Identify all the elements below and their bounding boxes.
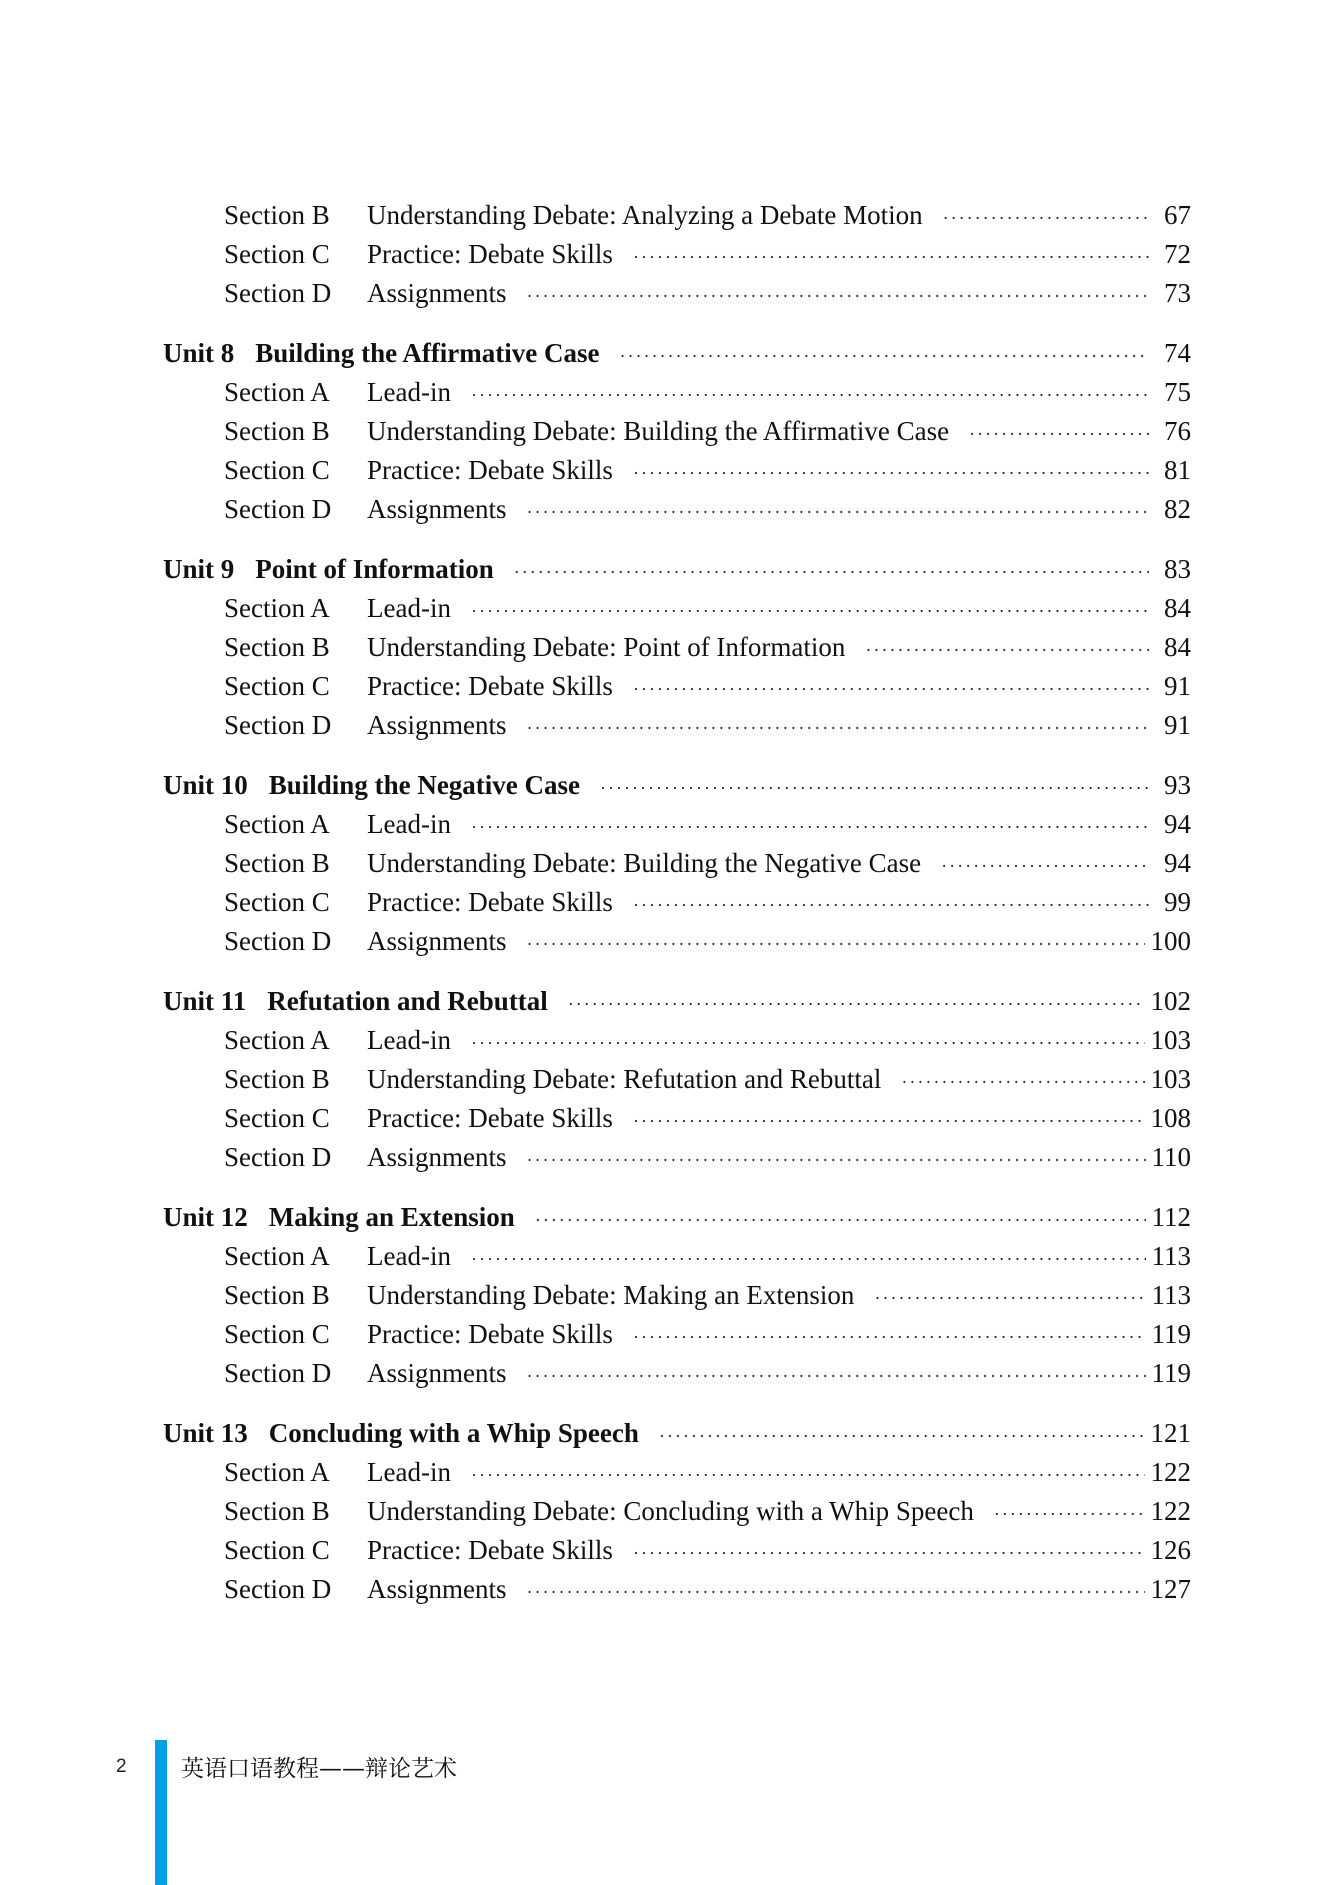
page-number: 2 [116, 1756, 127, 1777]
section-label: Section A [224, 1025, 330, 1055]
unit-number: Unit 8 [163, 338, 235, 368]
toc-unit-group [163, 1414, 1191, 1609]
toc-unit-group [163, 982, 1191, 1177]
toc-section-entry[interactable] [163, 490, 1191, 529]
dot-leader [943, 199, 1149, 238]
section-title: Understanding Debate: Concluding with a Whip Speech [367, 1496, 974, 1526]
page-reference: 119 [1151, 1358, 1191, 1388]
section-label: Section B [224, 1064, 330, 1094]
page-reference: 103 [1150, 1025, 1191, 1055]
page-reference: 93 [1164, 770, 1191, 800]
dot-leader [527, 277, 1149, 316]
section-title: Practice: Debate Skills [367, 455, 613, 485]
page-reference: 127 [1150, 1574, 1191, 1604]
section-label: Section C [224, 455, 330, 485]
section-title: Assignments [367, 1574, 507, 1604]
dot-leader [633, 1534, 1145, 1573]
unit-title: Point of Information [255, 554, 494, 584]
dot-leader [471, 1456, 1145, 1495]
section-title: Practice: Debate Skills [367, 1103, 613, 1133]
section-label: Section A [224, 1457, 330, 1487]
page-reference: 103 [1150, 1064, 1191, 1094]
section-label: Section C [224, 1319, 330, 1349]
dot-leader [471, 592, 1149, 631]
toc-section-entry[interactable] [163, 274, 1191, 313]
dot-leader [633, 670, 1149, 709]
dot-leader [633, 886, 1149, 925]
page-reference: 73 [1164, 278, 1191, 308]
toc-section-entry[interactable] [163, 1354, 1191, 1393]
page-reference: 91 [1164, 671, 1191, 701]
dot-leader [874, 1279, 1145, 1318]
dot-leader [901, 1063, 1144, 1102]
dot-leader [620, 337, 1149, 376]
section-label: Section C [224, 1103, 330, 1133]
section-label: Section D [224, 926, 332, 956]
toc-section-entry[interactable] [163, 805, 1191, 844]
unit-number: Unit 9 [163, 554, 235, 584]
toc-section-entry[interactable] [163, 922, 1191, 961]
toc-unit-entry[interactable] [163, 982, 1191, 1021]
unit-title: Refutation and Rebuttal [267, 986, 548, 1016]
unit-number: Unit 11 [163, 986, 247, 1016]
section-label: Section D [224, 1574, 332, 1604]
page-reference: 81 [1164, 455, 1191, 485]
page-reference: 122 [1150, 1457, 1191, 1487]
dot-leader [527, 1573, 1145, 1612]
page-reference: 84 [1164, 632, 1191, 662]
section-label: Section A [224, 377, 330, 407]
toc-section-entry[interactable] [163, 373, 1191, 412]
toc-section-entry[interactable] [163, 412, 1191, 451]
dot-leader [527, 1141, 1146, 1180]
section-label: Section D [224, 710, 332, 740]
section-label: Section C [224, 239, 330, 269]
page-reference: 84 [1164, 593, 1191, 623]
dot-leader [633, 454, 1149, 493]
page-reference: 112 [1151, 1202, 1191, 1232]
table-of-contents [163, 196, 1191, 1630]
toc-section-entry[interactable] [163, 667, 1191, 706]
section-title: Practice: Debate Skills [367, 671, 613, 701]
section-label: Section A [224, 1241, 330, 1271]
toc-unit-entry[interactable] [163, 1198, 1191, 1237]
page-reference: 74 [1164, 338, 1191, 368]
page-reference: 113 [1151, 1280, 1191, 1310]
page-reference: 67 [1164, 200, 1191, 230]
toc-section-entry[interactable] [163, 451, 1191, 490]
dot-leader [471, 1240, 1146, 1279]
section-title: Assignments [367, 1358, 507, 1388]
dot-leader [514, 553, 1149, 592]
dot-leader [633, 238, 1149, 277]
unit-number: Unit 12 [163, 1202, 248, 1232]
section-title: Assignments [367, 494, 507, 524]
section-label: Section B [224, 1280, 330, 1310]
dot-leader [527, 709, 1149, 748]
page-reference: 110 [1151, 1142, 1191, 1172]
dot-leader [535, 1201, 1146, 1240]
section-label: Section D [224, 1358, 332, 1388]
page-reference: 94 [1164, 809, 1191, 839]
dot-leader [659, 1417, 1145, 1456]
section-title: Lead-in [367, 377, 451, 407]
page-reference: 99 [1164, 887, 1191, 917]
dot-leader [527, 493, 1149, 532]
page-reference: 102 [1150, 986, 1191, 1016]
section-label: Section A [224, 809, 330, 839]
section-label: Section C [224, 1535, 330, 1565]
dot-leader [527, 1357, 1146, 1396]
toc-section-entry[interactable] [163, 196, 1191, 235]
toc-section-entry[interactable] [163, 235, 1191, 274]
page-reference: 82 [1164, 494, 1191, 524]
section-label: Section B [224, 848, 330, 878]
section-title: Understanding Debate: Making an Extension [367, 1280, 855, 1310]
toc-section-entry[interactable] [163, 628, 1191, 667]
unit-number: Unit 13 [163, 1418, 248, 1448]
section-title: Lead-in [367, 1457, 451, 1487]
toc-section-entry[interactable] [163, 1315, 1191, 1354]
toc-unit-group [163, 196, 1191, 313]
toc-section-entry[interactable] [163, 883, 1191, 922]
toc-unit-entry[interactable] [163, 1414, 1191, 1453]
dot-leader [633, 1318, 1146, 1357]
section-label: Section D [224, 494, 332, 524]
toc-unit-group [163, 550, 1191, 745]
section-title: Understanding Debate: Building the Affirmative Case [367, 416, 950, 446]
page-reference: 100 [1150, 926, 1191, 956]
section-title: Lead-in [367, 1241, 451, 1271]
section-title: Assignments [367, 710, 507, 740]
dot-leader [568, 985, 1145, 1024]
page-reference: 94 [1164, 848, 1191, 878]
section-title: Lead-in [367, 809, 451, 839]
section-label: Section A [224, 593, 330, 623]
section-label: Section C [224, 671, 330, 701]
section-title: Practice: Debate Skills [367, 887, 613, 917]
dot-leader [865, 631, 1149, 670]
unit-title: Building the Affirmative Case [255, 338, 600, 368]
section-label: Section B [224, 632, 330, 662]
toc-section-entry[interactable] [163, 1453, 1191, 1492]
unit-title: Making an Extension [268, 1202, 515, 1232]
toc-section-entry[interactable] [163, 1237, 1191, 1276]
page-reference: 91 [1164, 710, 1191, 740]
toc-section-entry[interactable] [163, 589, 1191, 628]
section-title: Understanding Debate: Point of Information [367, 632, 846, 662]
section-label: Section C [224, 887, 330, 917]
toc-unit-entry[interactable] [163, 550, 1191, 589]
page-reference: 126 [1150, 1535, 1191, 1565]
dot-leader [941, 847, 1149, 886]
toc-section-entry[interactable] [163, 1276, 1191, 1315]
toc-unit-group [163, 766, 1191, 961]
page-reference: 76 [1164, 416, 1191, 446]
toc-unit-entry[interactable] [163, 766, 1191, 805]
section-title: Assignments [367, 278, 507, 308]
dot-leader [969, 415, 1149, 454]
section-label: Section B [224, 416, 330, 446]
section-title: Lead-in [367, 593, 451, 623]
toc-unit-group [163, 334, 1191, 529]
toc-section-entry[interactable] [163, 844, 1191, 883]
section-title: Assignments [367, 1142, 507, 1172]
page-reference: 121 [1150, 1418, 1191, 1448]
page-footer [0, 1740, 1332, 1885]
section-label: Section B [224, 200, 330, 230]
page-reference: 83 [1164, 554, 1191, 584]
dot-leader [471, 808, 1149, 847]
section-label: Section D [224, 1142, 332, 1172]
unit-title: Concluding with a Whip Speech [268, 1418, 639, 1448]
toc-unit-group [163, 1198, 1191, 1393]
unit-title: Building the Negative Case [268, 770, 581, 800]
toc-section-entry[interactable] [163, 1021, 1191, 1060]
dot-leader [633, 1102, 1145, 1141]
section-title: Lead-in [367, 1025, 451, 1055]
toc-unit-entry[interactable] [163, 334, 1191, 373]
section-title: Assignments [367, 926, 507, 956]
dot-leader [994, 1495, 1145, 1534]
section-title: Practice: Debate Skills [367, 1319, 613, 1349]
toc-section-entry[interactable] [163, 1138, 1191, 1177]
toc-section-entry[interactable] [163, 1099, 1191, 1138]
unit-number: Unit 10 [163, 770, 248, 800]
section-title: Understanding Debate: Refutation and Rebuttal [367, 1064, 882, 1094]
dot-leader [527, 925, 1145, 964]
section-title: Practice: Debate Skills [367, 1535, 613, 1565]
footer-accent-bar [155, 1740, 167, 1885]
section-label: Section B [224, 1496, 330, 1526]
section-title: Understanding Debate: Analyzing a Debate Motion [367, 200, 923, 230]
toc-section-entry[interactable] [163, 1531, 1191, 1570]
page-reference: 119 [1151, 1319, 1191, 1349]
dot-leader [471, 1024, 1145, 1063]
toc-section-entry[interactable] [163, 1060, 1191, 1099]
page-reference: 108 [1150, 1103, 1191, 1133]
page-reference: 75 [1164, 377, 1191, 407]
dot-leader [471, 376, 1149, 415]
book-title: 英语口语教程——辩论艺术 [181, 1756, 457, 1782]
section-title: Understanding Debate: Building the Negative Case [367, 848, 922, 878]
toc-section-entry[interactable] [163, 1492, 1191, 1531]
page-reference: 113 [1151, 1241, 1191, 1271]
toc-section-entry[interactable] [163, 706, 1191, 745]
page-reference: 72 [1164, 239, 1191, 269]
section-label: Section D [224, 278, 332, 308]
toc-section-entry[interactable] [163, 1570, 1191, 1609]
dot-leader [600, 769, 1149, 808]
page-reference: 122 [1150, 1496, 1191, 1526]
section-title: Practice: Debate Skills [367, 239, 613, 269]
